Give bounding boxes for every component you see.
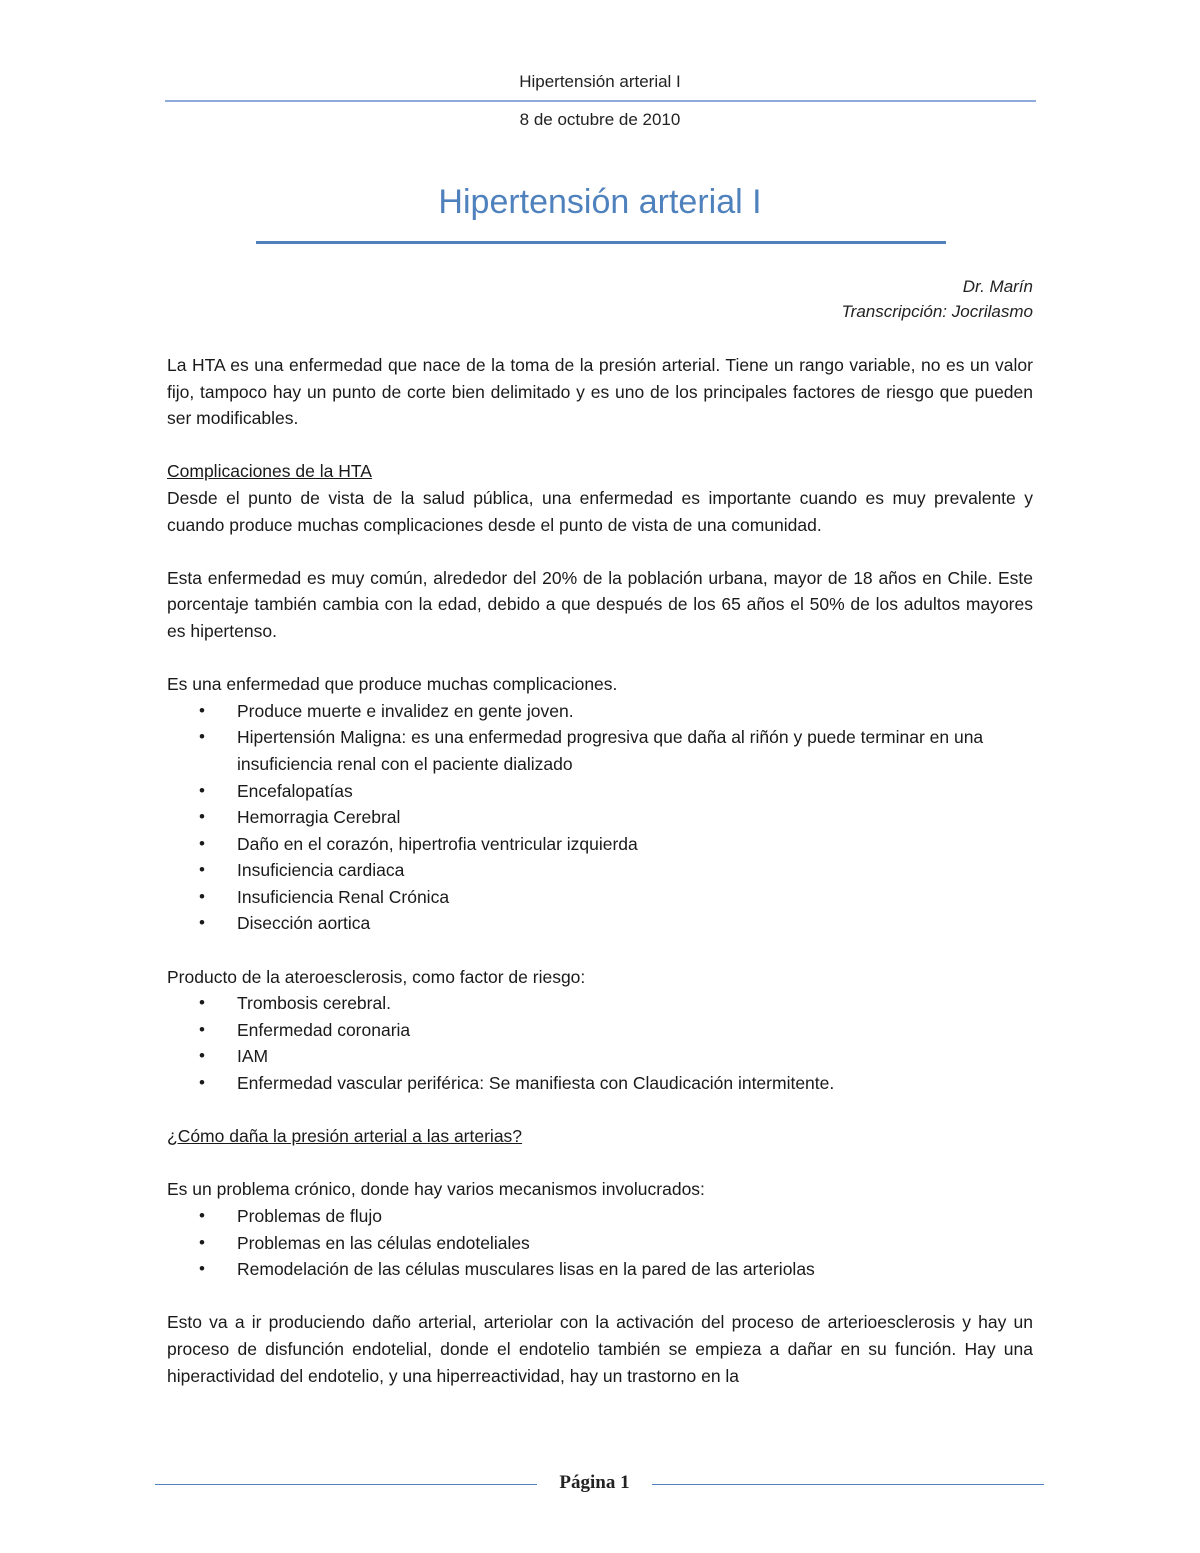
bullet-icon: • — [199, 1019, 205, 1039]
author-transcription: Transcripción: Jocrilasmo — [841, 302, 1033, 321]
list-item: • Daño en el corazón, hipertrofia ventricular izquierda — [167, 831, 1033, 858]
list-item: • Insuficiencia Renal Crónica — [167, 884, 1033, 911]
title-underline — [256, 241, 946, 244]
bullet-icon: • — [199, 1073, 205, 1093]
bullet-icon: • — [199, 780, 205, 800]
bullet-icon: • — [199, 860, 205, 880]
bullet-icon: • — [199, 886, 205, 906]
bullet-icon: • — [199, 1259, 205, 1279]
bullet-icon: • — [199, 1206, 205, 1225]
bullet-icon: • — [199, 700, 205, 720]
bullet-icon: • — [199, 807, 205, 827]
list-item: • Remodelación de las células musculares lisas en la pared de las arteriolas — [167, 1256, 1033, 1283]
bullet-icon: • — [199, 727, 205, 747]
list-item: • Trombosis cerebral. — [167, 990, 1033, 1017]
list-intro-atherosclerosis: Producto de la ateroesclerosis, como factor de riesgo: — [167, 966, 586, 987]
section-heading-complications: Complicaciones de la HTA — [167, 461, 372, 482]
document-title: Hipertensión arterial I — [438, 183, 762, 221]
intro-paragraph: La HTA es una enfermedad que nace de la toma de la presión arterial. Tiene un rango variable, no es un valor fijo, tampoco hay un punto de corte bien delimitado y es uno de los principales factores de riesgo que pueden ser modificables. — [167, 355, 1033, 429]
list-item: • Enfermedad coronaria — [167, 1017, 1033, 1044]
list-item: • Hemorragia Cerebral — [167, 804, 1033, 831]
list-item: • Enfermedad vascular periférica: Se manifiesta con Claudicación intermitente. — [167, 1070, 1033, 1097]
list-item: • Disección aortica — [167, 910, 1033, 937]
list-item: • Encefalopatías — [167, 778, 1033, 805]
bullet-icon: • — [199, 1046, 205, 1066]
list-intro-complications: Es una enfermedad que produce muchas complicaciones. — [167, 674, 618, 695]
page-number: Página 1 — [559, 1472, 630, 1493]
bullet-icon: • — [199, 1232, 205, 1252]
paragraph-public-health: Desde el punto de vista de la salud pública, una enfermedad es importante cuando es muy prevalente y cuando produce muchas complicaciones desde el punto de vista de una comunidad. — [167, 487, 1033, 535]
list-item: • Problemas en las células endoteliales — [167, 1230, 1033, 1257]
footer-rule-right — [652, 1484, 1044, 1485]
paragraph-prevalence: Esta enfermedad es muy común, alrededor del 20% de la población urbana, mayor de 18 años en Chile. Este porcentaje también cambia con la edad, debido a que después de los 65 años el 50% de los adultos mayores es hipertenso. — [167, 567, 1033, 641]
list-intro-mechanisms: Es un problema crónico, donde hay varios mecanismos involucrados: — [167, 1179, 705, 1200]
header-divider — [165, 100, 1036, 102]
atherosclerosis-list — [167, 990, 1033, 1096]
running-header-title: Hipertensión arterial I — [519, 72, 681, 91]
page-footer — [0, 1472, 1200, 1498]
header-date: 8 de octubre de 2010 — [519, 110, 681, 129]
list-item: • Hipertensión Maligna: es una enfermedad progresiva que daña al riñón y puede terminar en una insuficiencia renal con el paciente dializado — [167, 724, 1033, 777]
document-body — [167, 352, 1033, 1389]
mechanisms-list — [167, 1203, 1033, 1283]
section-heading-damage: ¿Cómo daña la presión arterial a las arterias? — [167, 1126, 523, 1147]
footer-rule-left — [155, 1484, 537, 1485]
author-doctor: Dr. Marín — [962, 277, 1033, 296]
list-item: • IAM — [167, 1043, 1033, 1070]
list-item: • Problemas de flujo — [167, 1203, 1033, 1230]
complications-list — [167, 698, 1033, 937]
closing-paragraph: Esto va a ir produciendo daño arterial, arteriolar con la activación del proceso de arterioesclerosis y hay un proceso de disfunción endotelial, donde el endotelio también se empieza a dañar en su función. Hay una hiperactividad del endotelio, y una hiperreactividad, hay un trastorno en la — [167, 1312, 1033, 1386]
bullet-icon: • — [199, 913, 205, 933]
bullet-icon: • — [199, 833, 205, 853]
bullet-icon: • — [199, 993, 205, 1013]
list-item: • Produce muerte e invalidez en gente joven. — [167, 698, 1033, 725]
list-item: • Insuficiencia cardiaca — [167, 857, 1033, 884]
